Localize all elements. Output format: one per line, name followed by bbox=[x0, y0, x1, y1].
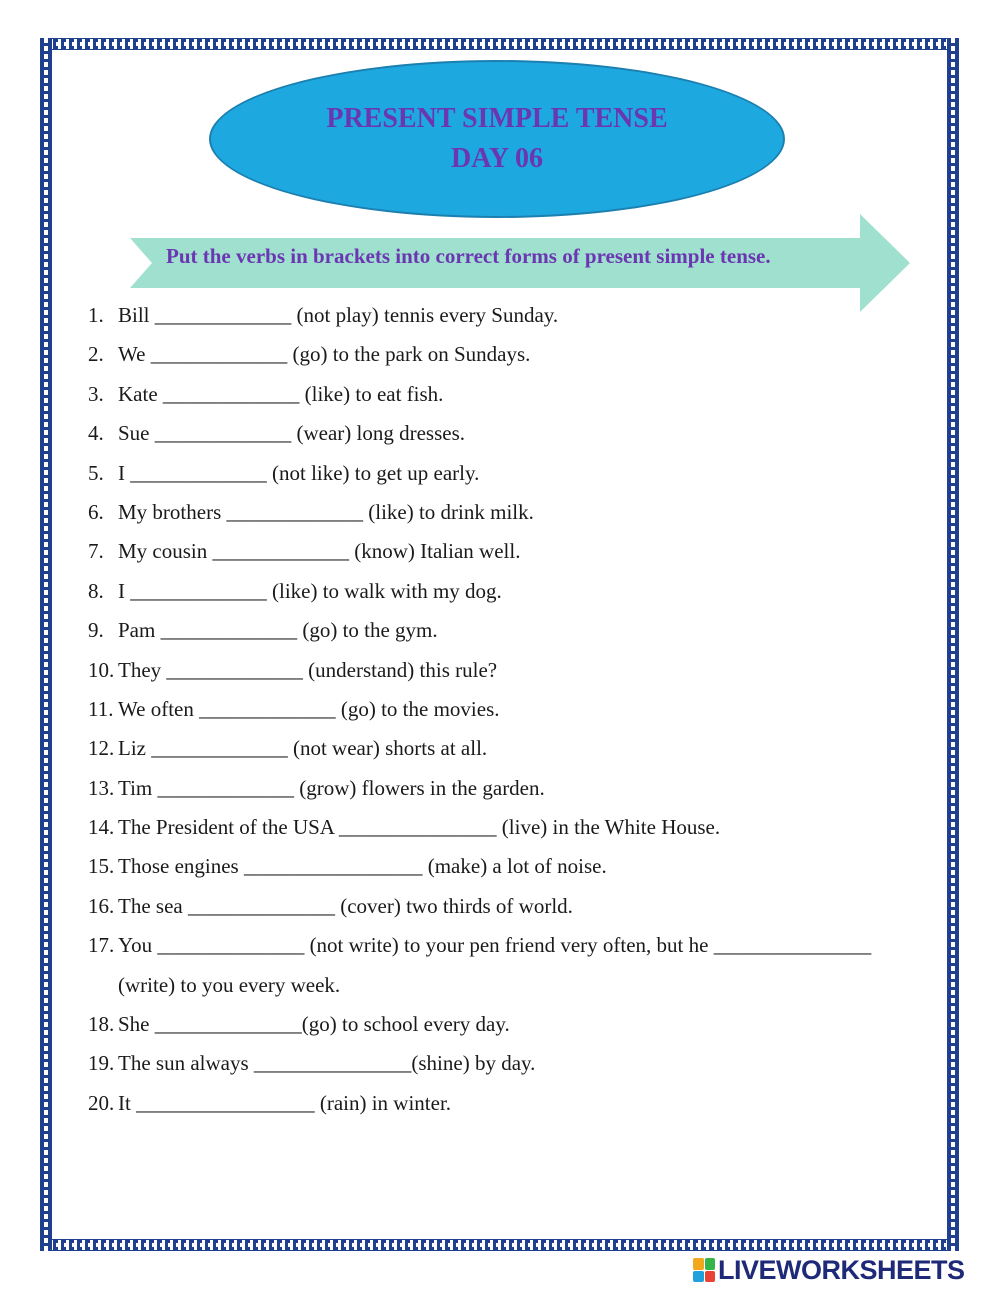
exercise-text: It _________________ (rain) in winter. bbox=[118, 1090, 452, 1115]
exercise-text: My brothers _____________ (like) to drink milk. bbox=[118, 499, 534, 524]
exercise-item bbox=[88, 847, 948, 886]
page-subtitle: DAY 06 bbox=[450, 143, 544, 174]
exercise-text: I _____________ (like) to walk with my dog. bbox=[118, 578, 502, 603]
exercise-item bbox=[88, 926, 948, 965]
exercise-item bbox=[88, 1084, 948, 1123]
exercise-item bbox=[88, 296, 948, 335]
border-bottom bbox=[40, 1239, 959, 1251]
exercise-number: 7. bbox=[88, 539, 104, 564]
exercise-text: (write) to you every week. bbox=[118, 972, 341, 997]
exercise-number: 2. bbox=[88, 342, 104, 367]
exercise-text: We often _____________ (go) to the movies. bbox=[118, 696, 500, 721]
exercise-number: 4. bbox=[88, 421, 104, 446]
exercise-item bbox=[88, 375, 948, 414]
exercise-item bbox=[88, 493, 948, 532]
exercise-text: You ______________ (not write) to your pen friend very often, but he _______________ bbox=[118, 933, 872, 958]
exercise-number: 12. bbox=[88, 736, 115, 761]
exercise-item bbox=[88, 611, 948, 650]
exercise-number: 9. bbox=[88, 618, 104, 643]
exercise-item bbox=[88, 769, 948, 808]
exercise-number: 13. bbox=[88, 775, 115, 800]
liveworksheets-logo bbox=[693, 1255, 965, 1285]
border-right bbox=[947, 38, 959, 1251]
exercise-text: Those engines _________________ (make) a lot of noise. bbox=[118, 854, 607, 879]
exercise-number: 10. bbox=[88, 657, 115, 682]
exercise-number: 17. bbox=[88, 933, 115, 958]
exercise-text: Liz _____________ (not wear) shorts at all. bbox=[118, 736, 488, 761]
exercise-item bbox=[88, 1044, 948, 1083]
exercise-number: 20. bbox=[88, 1090, 115, 1115]
exercise-item bbox=[88, 729, 948, 768]
exercise-text: I _____________ (not like) to get up early. bbox=[118, 460, 480, 485]
exercise-number: 18. bbox=[88, 1012, 115, 1037]
exercise-number: 11. bbox=[88, 696, 114, 721]
exercise-text: Sue _____________ (wear) long dresses. bbox=[118, 421, 466, 446]
logo-icon bbox=[693, 1258, 715, 1282]
exercise-text: She ______________(go) to school every day. bbox=[118, 1012, 510, 1037]
instruction-text: Put the verbs in brackets into correct forms of present simple tense. bbox=[166, 244, 771, 268]
exercise-item bbox=[88, 532, 948, 571]
page-title: PRESENT SIMPLE TENSE bbox=[326, 103, 668, 134]
exercise-list bbox=[88, 296, 948, 1123]
exercise-number: 8. bbox=[88, 578, 104, 603]
exercise-number: 14. bbox=[88, 815, 115, 840]
exercise-text: Kate _____________ (like) to eat fish. bbox=[118, 381, 444, 406]
exercise-number: 6. bbox=[88, 499, 104, 524]
border-top bbox=[40, 38, 959, 50]
exercise-text: The sun always _______________(shine) by day. bbox=[118, 1051, 536, 1076]
exercise-item bbox=[88, 1005, 948, 1044]
exercise-text: The President of the USA _______________ (live) in the White House. bbox=[118, 815, 721, 840]
exercise-number: 1. bbox=[88, 303, 104, 327]
exercise-item bbox=[88, 808, 948, 847]
exercise-number: 19. bbox=[88, 1051, 115, 1076]
exercise-number: 15. bbox=[88, 854, 115, 879]
exercise-number: 16. bbox=[88, 893, 115, 918]
exercise-text: We _____________ (go) to the park on Sundays. bbox=[118, 342, 531, 367]
border-left bbox=[40, 38, 52, 1251]
exercise-item bbox=[88, 414, 948, 453]
exercise-text: Pam _____________ (go) to the gym. bbox=[118, 618, 438, 643]
exercise-item bbox=[88, 335, 948, 374]
exercise-text: Tim _____________ (grow) flowers in the garden. bbox=[118, 775, 545, 800]
title-oval bbox=[209, 60, 785, 218]
exercise-item bbox=[88, 651, 948, 690]
exercise-number: 5. bbox=[88, 460, 104, 485]
exercise-item bbox=[88, 690, 948, 729]
exercise-item bbox=[88, 887, 948, 926]
exercise-item bbox=[88, 966, 948, 1005]
exercise-item bbox=[88, 572, 948, 611]
exercise-number: 3. bbox=[88, 381, 104, 406]
exercise-text: Bill _____________ (not play) tennis every Sunday. bbox=[118, 303, 559, 327]
logo-text: LIVEWORKSHEETS bbox=[718, 1254, 965, 1285]
exercise-item bbox=[88, 454, 948, 493]
exercise-text: The sea ______________ (cover) two thirds of world. bbox=[118, 893, 573, 918]
exercise-text: My cousin _____________ (know) Italian well. bbox=[118, 539, 521, 564]
exercise-text: They _____________ (understand) this rule? bbox=[118, 657, 498, 682]
